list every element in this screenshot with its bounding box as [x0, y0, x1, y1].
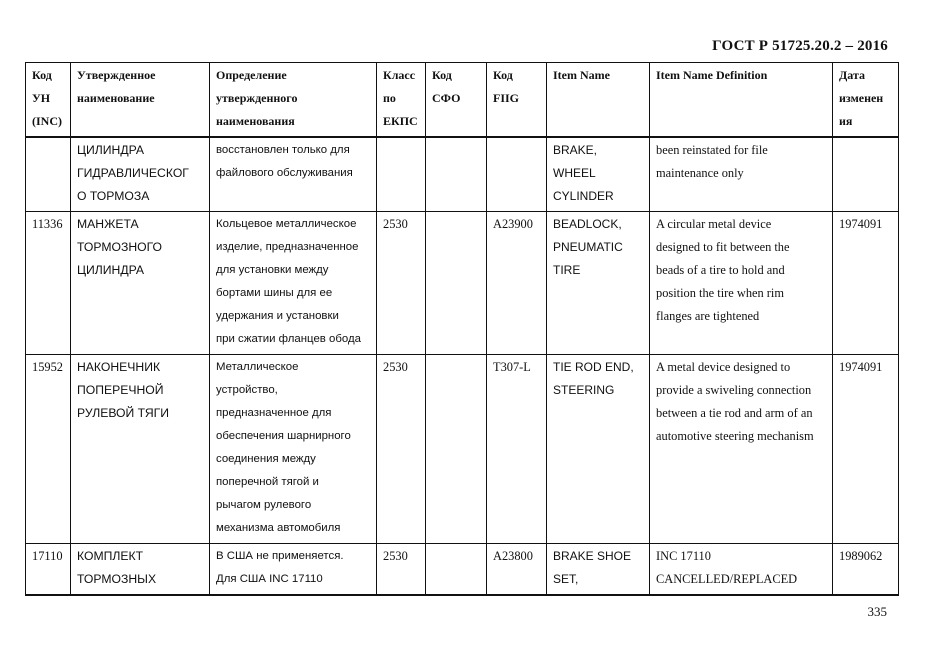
- cell-class: 2530: [377, 355, 426, 544]
- cell-sfo: [426, 544, 487, 596]
- cell-item-name-definition: A circular metal device designed to fit between the beads of a tire to hold and position the tire when rim flanges are tightened: [650, 212, 833, 355]
- cell-change-date: [833, 137, 899, 212]
- cell-fiig: A23900: [487, 212, 547, 355]
- cell-approved-name: КОМПЛЕКТ ТОРМОЗНЫХ: [71, 544, 210, 596]
- cell-item-name-definition: A metal device designed to provide a swiveling connection between a tie rod and arm of an automotive steering mechanism: [650, 355, 833, 544]
- cell-sfo: [426, 137, 487, 212]
- table-row: [26, 544, 899, 596]
- header-item-name-definition: Item Name Definition: [650, 63, 833, 138]
- cell-change-date: 1974091: [833, 212, 899, 355]
- header-class: Класс по ЕКПС: [377, 63, 426, 138]
- header-approved-name: Утвержденное наименование: [71, 63, 210, 138]
- cell-inc: 15952: [26, 355, 71, 544]
- cell-approved-name: ЦИЛИНДРА ГИДРАВЛИЧЕСКОГ О ТОРМОЗА: [71, 137, 210, 212]
- cell-inc: 11336: [26, 212, 71, 355]
- cell-item-name-definition: been reinstated for file maintenance only: [650, 137, 833, 212]
- page-number: 335: [867, 604, 887, 619]
- cell-sfo: [426, 212, 487, 355]
- inc-table: [25, 62, 899, 596]
- cell-name-definition: восстановлен только для файлового обслуживания: [210, 137, 377, 212]
- table-row: [26, 212, 899, 355]
- header-change-date: Дата изменен ия: [833, 63, 899, 138]
- table-header-row: [26, 63, 899, 138]
- cell-fiig: A23800: [487, 544, 547, 596]
- cell-approved-name: НАКОНЕЧНИК ПОПЕРЕЧНОЙ РУЛЕВОЙ ТЯГИ: [71, 355, 210, 544]
- cell-name-definition: Кольцевое металлическое изделие, предназначенное для установки между бортами шины для ее удержания и установки при сжатии фланцев обода: [210, 212, 377, 355]
- cell-name-definition: В США не применяется. Для США INC 17110: [210, 544, 377, 596]
- table-row: [26, 355, 899, 544]
- cell-inc: [26, 137, 71, 212]
- cell-item-name: BRAKE, WHEEL CYLINDER: [547, 137, 650, 212]
- cell-class: 2530: [377, 212, 426, 355]
- document-title: ГОСТ Р 51725.20.2 – 2016: [712, 38, 888, 54]
- cell-item-name: TIE ROD END, STEERING: [547, 355, 650, 544]
- cell-class: 2530: [377, 544, 426, 596]
- cell-change-date: 1989062: [833, 544, 899, 596]
- cell-change-date: 1974091: [833, 355, 899, 544]
- cell-sfo: [426, 355, 487, 544]
- cell-fiig: [487, 137, 547, 212]
- cell-fiig: T307-L: [487, 355, 547, 544]
- cell-approved-name: МАНЖЕТА ТОРМОЗНОГО ЦИЛИНДРА: [71, 212, 210, 355]
- header-inc: Код УН (INC): [26, 63, 71, 138]
- cell-item-name-definition: INC 17110 CANCELLED/REPLACED: [650, 544, 833, 596]
- cell-inc: 17110: [26, 544, 71, 596]
- header-sfo: Код СФО: [426, 63, 487, 138]
- table-row: [26, 137, 899, 212]
- cell-name-definition: Металлическое устройство, предназначенное для обеспечения шарнирного соединения между поперечной тягой и рычагом рулевого механизма автомобиля: [210, 355, 377, 544]
- header-fiig: Код FIIG: [487, 63, 547, 138]
- cell-item-name: BEADLOCK, PNEUMATIC TIRE: [547, 212, 650, 355]
- header-item-name: Item Name: [547, 63, 650, 138]
- cell-item-name: BRAKE SHOE SET,: [547, 544, 650, 596]
- header-name-definition: Определение утвержденного наименования: [210, 63, 377, 138]
- cell-class: [377, 137, 426, 212]
